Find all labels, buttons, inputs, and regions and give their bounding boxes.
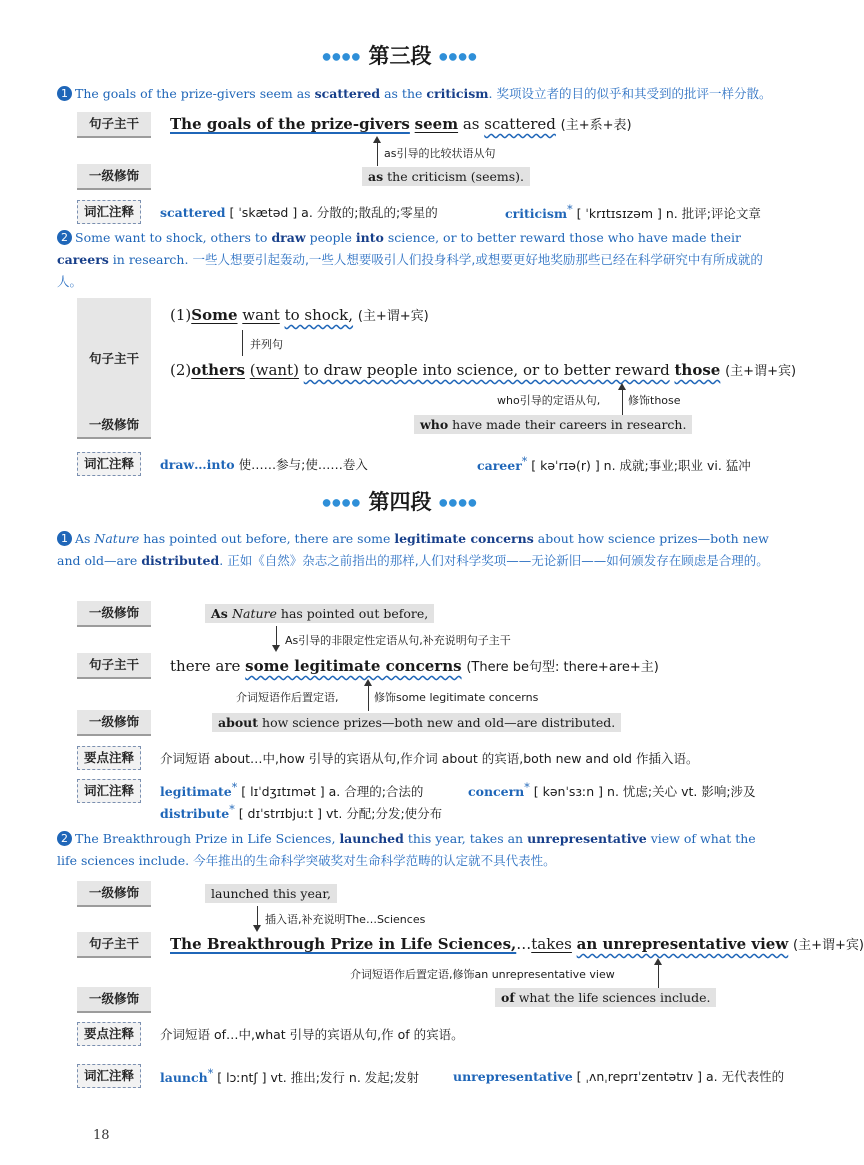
tag-vocabulary: 词汇注释 xyxy=(77,452,141,476)
s3s2-main-line2: (2)others (want) to draw people into science, or to better reward those (主+谓+宾) xyxy=(170,361,797,379)
star-icon: * xyxy=(524,781,530,794)
s4s1-note1: As引导的非限定性定语从句,补充说明句子主干 xyxy=(285,634,511,647)
star-icon: * xyxy=(231,781,238,794)
tag-main-clause: 句子主干 xyxy=(77,112,151,138)
s3s1-note: as引导的比较状语从句 xyxy=(384,147,496,160)
s3s1-main-clause: The goals of the prize-givers seem as scattered (主+系+表) xyxy=(170,115,632,133)
star-icon: * xyxy=(521,455,528,468)
tag-key-point: 要点注释 xyxy=(77,1022,141,1046)
s4s2-note2: 介词短语作后置定语,修饰an unrepresentative view xyxy=(350,968,615,981)
connector-line xyxy=(622,389,623,415)
star-icon: * xyxy=(229,803,235,816)
s3s1-modifier: as the criticism (seems). xyxy=(362,167,530,186)
section3-title-text: 第三段 xyxy=(368,44,432,68)
s4s1-main-clause: there are some legitimate concerns (There be句型: there+are+主) xyxy=(170,657,659,675)
s4s1-note2b: 修饰some legitimate concerns xyxy=(374,691,539,704)
decorative-dots-left: ●●●● xyxy=(322,497,362,509)
s4-sentence1: 1 As Nature has pointed out before, there are some legitimate concerns about how science prizes—both new and old—are distributed. 正如《自然》杂志之前指出的那样,人们对科学奖项——无论新旧——如何颁发存在顾虑是合理的。 xyxy=(57,531,769,568)
s4s1-modifier-2: about how science prizes—both new and old—are distributed. xyxy=(212,713,621,732)
s3s2-note-who: who引导的定语从句, xyxy=(497,394,601,407)
s3s1-vocab-2: criticism* [ ˈkrɪtɪsɪzəm ] n. 批评;评论文章 xyxy=(505,203,761,222)
s4s2-modifier-1: launched this year, xyxy=(205,884,337,903)
connector-line xyxy=(276,626,277,646)
section4-title-text: 第四段 xyxy=(368,490,432,514)
decorative-dots-right: ●●●● xyxy=(438,51,478,63)
s3s2-note-parallel: 并列句 xyxy=(250,338,283,351)
sentence-number-badge: 1 xyxy=(57,86,72,101)
s3s2-modifier: who have made their careers in research. xyxy=(414,415,692,434)
sentence-number-badge: 1 xyxy=(57,531,72,546)
decorative-dots-right: ●●●● xyxy=(438,497,478,509)
s4s2-main-clause: The Breakthrough Prize in Life Sciences,…takes an unrepresentative view (主+谓+宾) xyxy=(170,935,864,953)
star-icon: * xyxy=(567,203,573,216)
s3s1-vocab-1: scattered [ ˈskætəd ] a. 分散的;散乱的;零星的 xyxy=(160,205,438,220)
s3-sentence2: 2 Some want to shock, others to draw people into science, or to better reward those who have made their careers in research. 一些人想要引起轰动,一些人想要吸引人们投身科学,或想要更好地奖励那些已经在科学研究中有所成就的人。 xyxy=(57,230,763,289)
tag-vocabulary: 词汇注释 xyxy=(77,200,141,224)
s4s1-key-point: 介词短语 about…中,how 引导的宾语从句,作介词 about 的宾语,both new and old 作插入语。 xyxy=(160,751,699,766)
tag-first-modifier: 一级修饰 xyxy=(77,710,151,736)
s4s1-vocab-1: legitimate* [ lɪˈdʒɪtɪmət ] a. 合理的;合法的 xyxy=(160,781,424,800)
star-icon: * xyxy=(207,1067,214,1080)
s4s1-vocab-2: concern* [ kənˈsɜːn ] n. 忧虑;关心 vt. 影响;涉及 xyxy=(468,781,756,800)
tag-first-modifier: 一级修饰 xyxy=(77,881,151,907)
s3s2-vocab-1: draw…into 使……参与;使……卷入 xyxy=(160,457,368,472)
tag-first-modifier: 一级修饰 xyxy=(77,164,151,190)
tag-key-point: 要点注释 xyxy=(77,746,141,770)
tag-first-modifier: 一级修饰 xyxy=(77,601,151,627)
connector-line xyxy=(368,685,369,711)
s4-sentence2: 2 The Breakthrough Prize in Life Sciences, launched this year, takes an unrepresentative view of what the life sciences include. 今年推出的生命科学突破奖对生命科学范畴的认定就不具代表性。 xyxy=(57,831,756,868)
s3s2-vocab-2: career* [ kəˈrɪə(r) ] n. 成就;事业;职业 vi. 猛冲 xyxy=(477,455,751,474)
s4s1-modifier-1: As Nature has pointed out before, xyxy=(205,604,434,623)
arrow-down-icon xyxy=(272,645,280,652)
connector-line xyxy=(257,906,258,926)
s3s2-note-mod: 修饰those xyxy=(628,394,681,407)
s4s2-vocab-2: unrepresentative [ ˌʌnˌreprɪˈzentətɪv ] a. 无代表性的 xyxy=(453,1069,785,1084)
arrow-down-icon xyxy=(253,925,261,932)
s4s1-vocab-3: distribute* [ dɪˈstrɪbjuːt ] vt. 分配;分发;使分布 xyxy=(160,803,443,822)
tag-main-clause: 句子主干 xyxy=(77,653,151,679)
decorative-dots-left: ●●●● xyxy=(322,51,362,63)
sentence-number-badge: 2 xyxy=(57,831,72,846)
tag-main-clause: 句子主干 xyxy=(77,298,151,420)
tag-vocabulary: 词汇注释 xyxy=(77,1064,141,1088)
s3-sentence1: 1 The goals of the prize-givers seem as scattered as the criticism. 奖项设立者的目的似乎和其受到的批评一样分散。 xyxy=(57,83,777,105)
tag-first-modifier: 一级修饰 xyxy=(77,413,151,439)
connector-line xyxy=(377,142,378,166)
s3s2-main-line1: (1)Some want to shock, (主+谓+宾) xyxy=(170,306,429,324)
page-number: 18 xyxy=(93,1128,110,1143)
section4-title xyxy=(0,486,800,516)
tag-vocabulary: 词汇注释 xyxy=(77,779,141,803)
s4s2-note1: 插入语,补充说明The…Sciences xyxy=(265,913,426,926)
s4s2-key-point: 介词短语 of…中,what 引导的宾语从句,作 of 的宾语。 xyxy=(160,1027,464,1042)
section3-title xyxy=(0,40,800,70)
sentence-number-badge: 2 xyxy=(57,230,72,245)
tag-first-modifier: 一级修饰 xyxy=(77,987,151,1013)
connector-line xyxy=(658,964,659,988)
connector-line xyxy=(242,330,243,356)
tag-main-clause: 句子主干 xyxy=(77,932,151,958)
s4s1-note2a: 介词短语作后置定语, xyxy=(236,691,339,704)
s4s2-modifier-2: of what the life sciences include. xyxy=(495,988,716,1007)
s4s2-vocab-1: launch* [ lɔːntʃ ] vt. 推出;发行 n. 发起;发射 xyxy=(160,1067,419,1086)
